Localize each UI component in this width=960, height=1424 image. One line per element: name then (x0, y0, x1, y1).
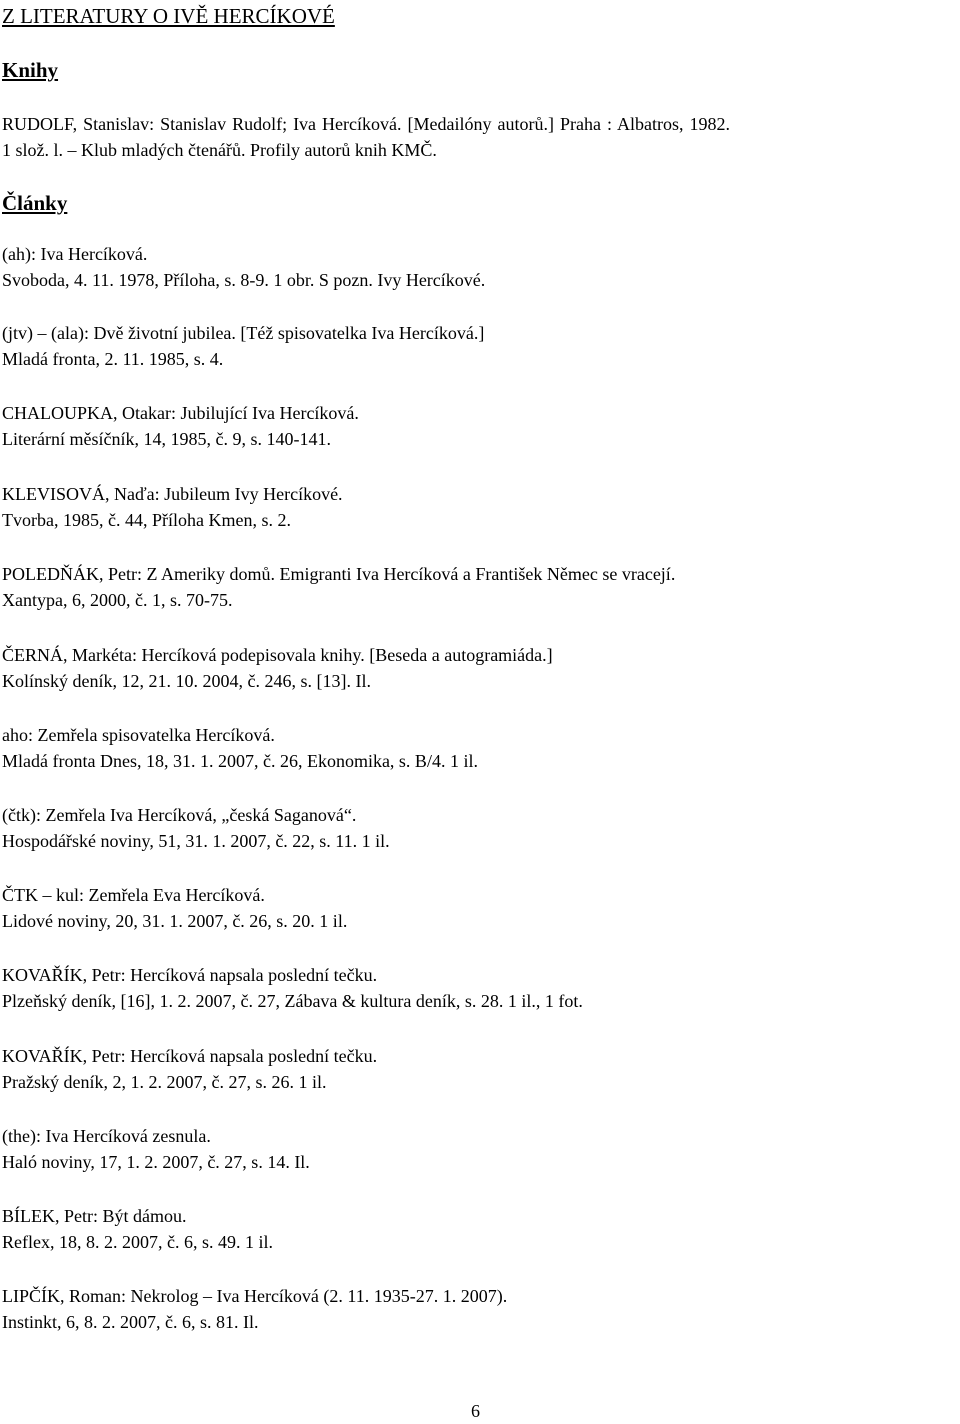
entry-line: KOVAŘÍK, Petr: Hercíková napsala poslední tečku. (2, 1046, 378, 1066)
bibliography-entry-article (2, 1203, 952, 1255)
entry-line: KOVAŘÍK, Petr: Hercíková napsala poslední tečku. (2, 965, 378, 985)
bibliography-entry-article (2, 481, 952, 533)
entry-line: Hospodářské noviny, 51, 31. 1. 2007, č. 22, s. 11. 1 il. (2, 831, 390, 851)
page-number: 6 (471, 1401, 480, 1421)
entry-line: Lidové noviny, 20, 31. 1. 2007, č. 26, s. 20. 1 il. (2, 911, 348, 931)
page-title: Z LITERATURY O IVĚ HERCÍKOVÉ (2, 4, 335, 28)
entry-line: (ah): Iva Hercíková. (2, 244, 148, 264)
entry-line: KLEVISOVÁ, Naďa: Jubileum Ivy Hercíkové. (2, 484, 343, 504)
bibliography-entry-article (2, 962, 952, 1014)
entry-line: Kolínský deník, 12, 21. 10. 2004, č. 246, s. [13]. Il. (2, 671, 371, 691)
entry-line: Plzeňský deník, [16], 1. 2. 2007, č. 27, Zábava & kultura deník, s. 28. 1 il., 1 fot. (2, 991, 583, 1011)
entry-line: Mladá fronta Dnes, 18, 31. 1. 2007, č. 26, Ekonomika, s. B/4. 1 il. (2, 751, 478, 771)
entry-line: (jtv) – (ala): Dvě životní jubilea. [Též spisovatelka Iva Hercíková.] (2, 323, 485, 343)
entry-line: Pražský deník, 2, 1. 2. 2007, č. 27, s. 26. 1 il. (2, 1072, 327, 1092)
bibliography-entry-book (2, 111, 952, 163)
bibliography-entry-article (2, 882, 952, 934)
entry-line: Haló noviny, 17, 1. 2. 2007, č. 27, s. 14. Il. (2, 1152, 310, 1172)
entry-line: CHALOUPKA, Otakar: Jubilující Iva Hercíková. (2, 403, 359, 423)
entry-line: aho: Zemřela spisovatelka Hercíková. (2, 725, 275, 745)
entry-line: (čtk): Zemřela Iva Hercíková, „česká Saganová“. (2, 805, 357, 825)
bibliography-entry-article (2, 1283, 952, 1335)
entry-line: ČTK – kul: Zemřela Eva Hercíková. (2, 885, 265, 905)
entry-line: (the): Iva Hercíková zesnula. (2, 1126, 211, 1146)
entry-line: Literární měsíčník, 14, 1985, č. 9, s. 140-141. (2, 429, 331, 449)
entry-line: LIPČÍK, Roman: Nekrolog – Iva Hercíková (2. 11. 1935-27. 1. 2007). (2, 1286, 508, 1306)
bibliography-entry-article (2, 1043, 952, 1095)
entry-line: Reflex, 18, 8. 2. 2007, č. 6, s. 49. 1 il. (2, 1232, 273, 1252)
entry-line: POLEDŇÁK, Petr: Z Ameriky domů. Emigranti Iva Hercíková a František Němec se vracejí. (2, 564, 676, 584)
bibliography-entry-article (2, 642, 952, 694)
entry-line: ČERNÁ, Markéta: Hercíková podepisovala knihy. [Beseda a autogramiáda.] (2, 645, 553, 665)
entry-line: 1 slož. l. – Klub mladých čtenářů. Profily autorů knih KMČ. (2, 140, 437, 160)
entry-line: Tvorba, 1985, č. 44, Příloha Kmen, s. 2. (2, 510, 291, 530)
section-heading-books: Knihy (2, 58, 59, 82)
entry-line: BÍLEK, Petr: Být dámou. (2, 1206, 187, 1226)
section-heading-articles: Články (2, 191, 68, 215)
entry-line: Mladá fronta, 2. 11. 1985, s. 4. (2, 349, 224, 369)
bibliography-entry-article (2, 722, 952, 774)
entry-line: Instinkt, 6, 8. 2. 2007, č. 6, s. 81. Il. (2, 1312, 259, 1332)
bibliography-entry-article (2, 561, 952, 613)
entry-line: Svoboda, 4. 11. 1978, Příloha, s. 8-9. 1 obr. S pozn. Ivy Hercíkové. (2, 270, 486, 290)
bibliography-entry-article (2, 802, 952, 854)
bibliography-entry-article (2, 241, 952, 293)
entry-line: RUDOLF, Stanislav: Stanislav Rudolf; Iva Hercíková. [Medailóny autorů.] Praha : Albatros, 1982. (2, 114, 730, 134)
bibliography-entry-article (2, 400, 952, 452)
bibliography-entry-article (2, 1123, 952, 1175)
entry-line: Xantypa, 6, 2000, č. 1, s. 70-75. (2, 590, 233, 610)
bibliography-entry-article (2, 320, 952, 372)
